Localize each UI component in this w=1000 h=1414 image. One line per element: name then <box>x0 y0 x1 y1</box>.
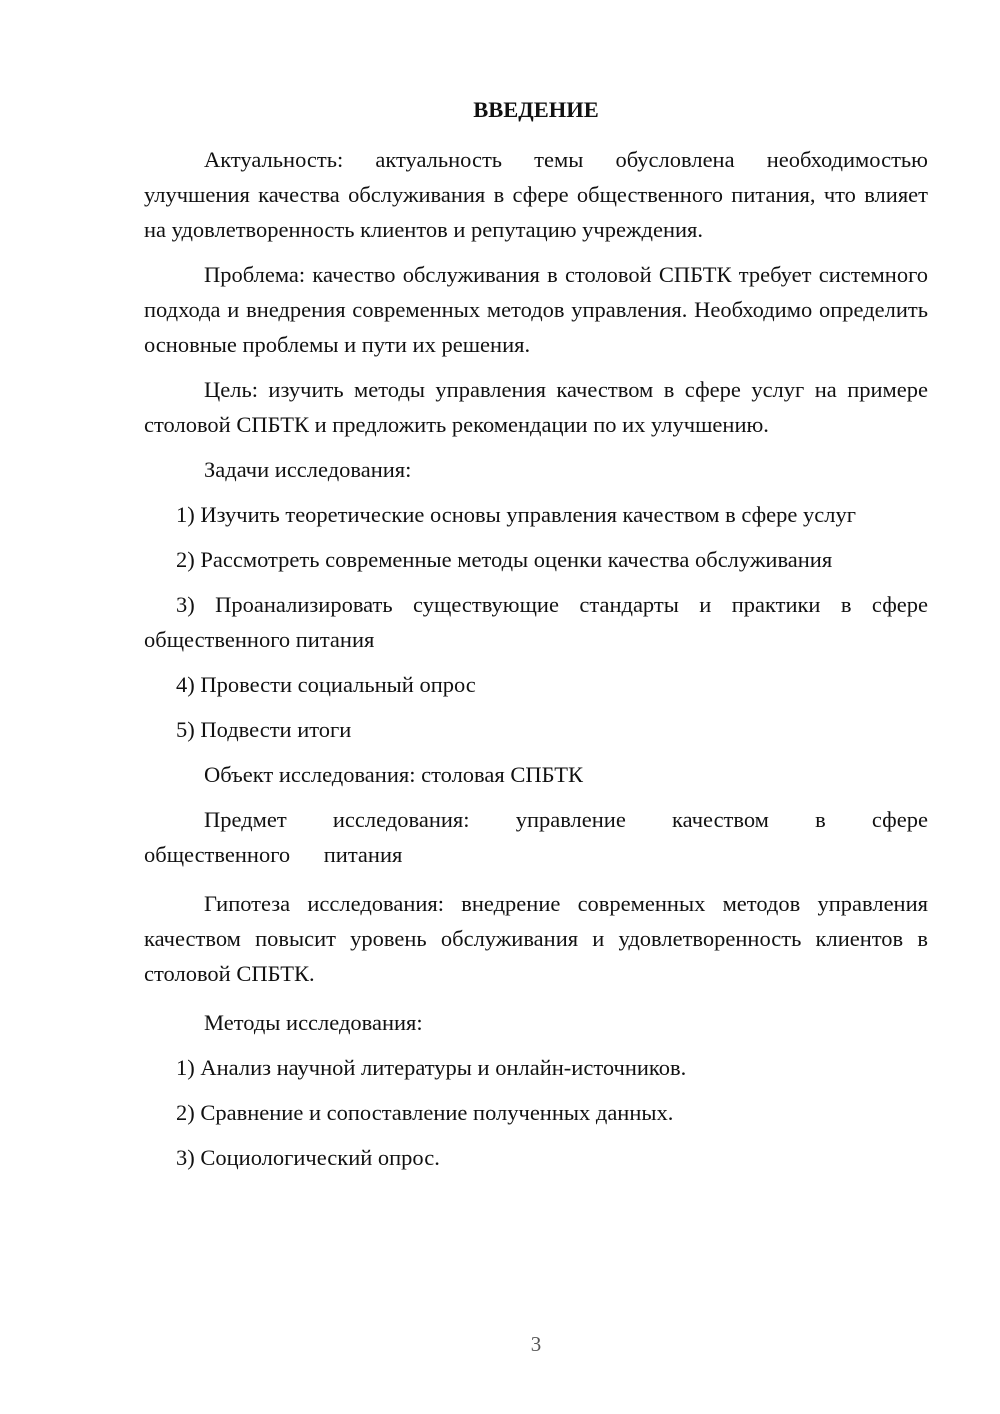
methods-heading: Методы исследования: <box>204 1010 423 1035</box>
problem-paragraph: Проблема: качество обслуживания в столовой СПБТК требует системного подхода и внедрения современных методов управления. Необходимо определить основные проблемы и пути их решения. <box>144 262 928 357</box>
task-item: 4) Провести социальный опрос <box>176 672 476 697</box>
subject-paragraph: Предмет исследования: управление качеством в сфере общественного питания <box>144 807 928 867</box>
task-item: 1) Изучить теоретические основы управления качеством в сфере услуг <box>176 502 856 527</box>
page-number: 3 <box>530 1332 542 1356</box>
hypothesis-paragraph: Гипотеза исследования: внедрение современных методов управления качеством повысит уровень обслуживания и удовлетворенность клиентов в столовой СПБТК. <box>144 891 928 986</box>
method-item: 2) Сравнение и сопоставление полученных данных. <box>176 1100 674 1125</box>
relevance-paragraph: Актуальность: актуальность темы обусловлена необходимостью улучшения качества обслуживания в сфере общественного питания, что влияет на удовлетворенность клиентов и репутацию учреждения. <box>144 147 928 242</box>
tasks-heading: Задачи исследования: <box>204 457 412 482</box>
object-paragraph: Объект исследования: столовая СПБТК <box>204 762 583 787</box>
document-page <box>144 92 928 1185</box>
method-item: 1) Анализ научной литературы и онлайн-источников. <box>176 1055 687 1080</box>
task-item: 2) Рассмотреть современные методы оценки качества обслуживания <box>176 547 833 572</box>
goal-paragraph: Цель: изучить методы управления качеством в сфере услуг на примере столовой СПБТК и предложить рекомендации по их улучшению. <box>144 377 928 437</box>
task-item: 3) Проанализировать существующие стандарты и практики в сфере общественного питания <box>144 592 928 652</box>
method-item: 3) Социологический опрос. <box>176 1145 440 1170</box>
task-item: 5) Подвести итоги <box>176 717 352 742</box>
page-title: ВВЕДЕНИЕ <box>473 97 599 122</box>
